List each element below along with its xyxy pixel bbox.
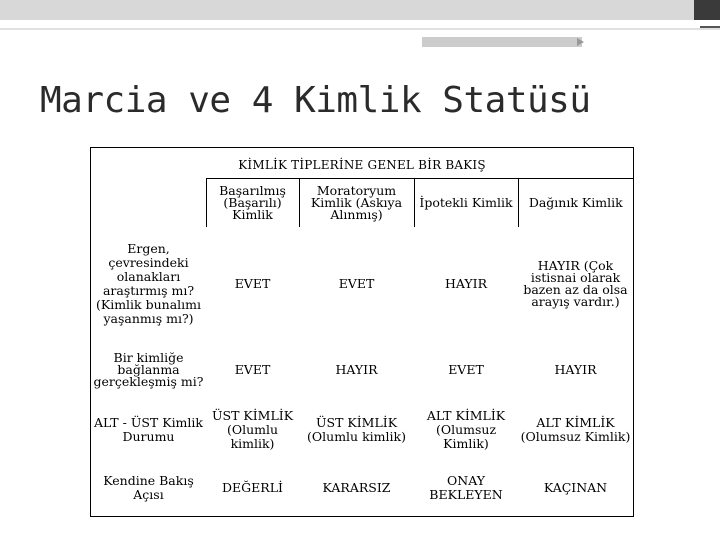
table-row bbox=[91, 340, 633, 400]
table-cell: EVET bbox=[338, 275, 375, 291]
table-cell: HAYIR bbox=[444, 275, 488, 291]
column-header-diffused: Dağınık Kimlik bbox=[518, 179, 633, 228]
table-cell: KARARSIZ bbox=[322, 480, 391, 495]
table-cell: KAÇINAN bbox=[543, 480, 608, 495]
top-decor-line bbox=[0, 28, 720, 30]
top-decor-bar-dark bbox=[694, 0, 720, 20]
identity-status-table bbox=[90, 147, 634, 517]
column-header-achieved: Başarılmış (Başarılı) Kimlik bbox=[206, 179, 299, 228]
table-caption: KİMLİK TİPLERİNE GENEL BİR BAKIŞ bbox=[238, 158, 486, 172]
table-cell: EVET bbox=[234, 362, 271, 377]
table-cell: ÜST KİMLİK (Olumlu kimlik) bbox=[307, 415, 406, 444]
table-cell: EVET bbox=[448, 362, 484, 377]
table-header-row bbox=[91, 179, 633, 228]
table-row bbox=[91, 460, 633, 516]
table-cell: ALT KİMLİK (Olumsuz Kimlik) bbox=[426, 408, 506, 451]
row-label-exploration: Ergen, çevresindeki olanakları araştırmış mı? (Kimlik bunalımı yaşanmış mı?) bbox=[95, 240, 201, 326]
row-label-self-view: Kendine Bakış Açısı bbox=[103, 473, 194, 502]
table-cell: HAYIR bbox=[554, 362, 597, 377]
table-cell: HAYIR bbox=[335, 362, 378, 377]
table-cell: ONAY BEKLEYEN bbox=[429, 473, 503, 502]
top-decor-bar bbox=[0, 0, 694, 20]
title-accent-bar bbox=[422, 37, 582, 47]
table-row bbox=[91, 400, 633, 460]
table-cell: DEĞERLİ bbox=[222, 480, 283, 495]
slide-title: Marcia ve 4 Kimlik Statüsü bbox=[40, 80, 591, 121]
column-header-foreclosed: İpotekli Kimlik bbox=[414, 179, 518, 228]
row-label-commitment: Bir kimliğe bağlanma gerçekleşmiş mi? bbox=[93, 350, 204, 389]
table-cell: ALT KİMLİK (Olumsuz Kimlik) bbox=[520, 415, 631, 444]
identity-table bbox=[91, 148, 633, 516]
table-cell: HAYIR (Çok istisnai olarak bazen az da olsa arayış vardır.) bbox=[523, 257, 628, 309]
table-cell: ÜST KİMLİK (Olumlu kimlik) bbox=[211, 408, 294, 451]
top-decor-line-dark bbox=[700, 26, 720, 28]
header-empty-cell bbox=[91, 179, 206, 228]
title-accent-arrow bbox=[577, 38, 584, 46]
row-label-identity-level: ALT - ÜST Kimlik Durumu bbox=[94, 415, 203, 444]
table-cell: EVET bbox=[234, 275, 271, 291]
table-row bbox=[91, 227, 633, 340]
column-header-moratorium: Moratoryum Kimlik (Askıya Alınmış) bbox=[299, 179, 414, 228]
